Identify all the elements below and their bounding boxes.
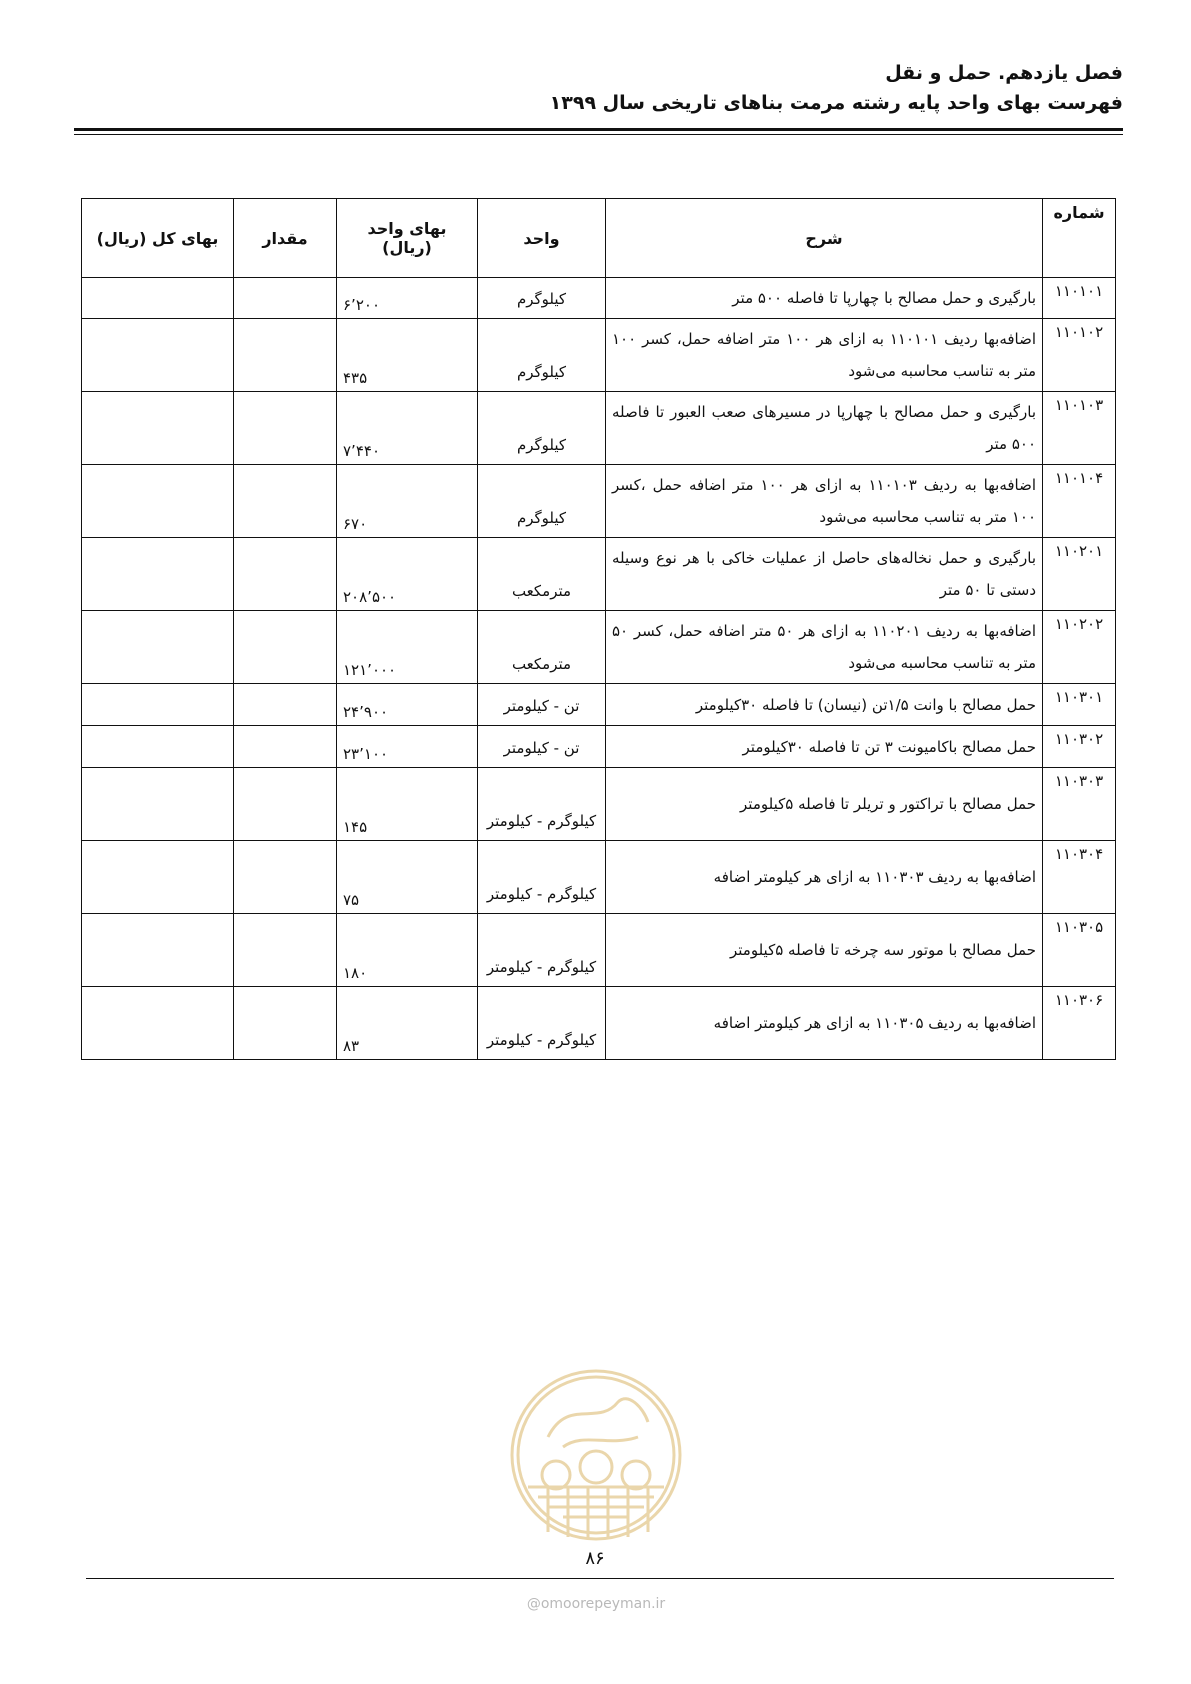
row-code: ۱۱۰۳۰۲ xyxy=(1043,726,1116,768)
row-total xyxy=(82,319,234,392)
row-description: اضافه‌بها ردیف ۱۱۰۱۰۱ به ازای هر ۱۰۰ متر اضافه حمل، کسر ۱۰۰ متر به تناسب محاسبه می‌شود xyxy=(606,319,1043,392)
row-unit: تن - کیلومتر xyxy=(478,726,606,768)
row-description: بارگیری و حمل نخاله‌های حاصل از عملیات خاکی با هر نوع وسیله دستی تا ۵۰ متر xyxy=(606,538,1043,611)
header-description: شرح xyxy=(606,199,1043,278)
table-row xyxy=(82,465,1116,538)
row-description: اضافه‌بها به ردیف ۱۱۰۳۰۵ به ازای هر کیلومتر اضافه xyxy=(606,987,1043,1060)
row-quantity xyxy=(234,538,337,611)
header-unit: واحد xyxy=(478,199,606,278)
row-description: اضافه‌بها به ردیف ۱۱۰۲۰۱ به ازای هر ۵۰ متر اضافه حمل، کسر ۵۰ متر به تناسب محاسبه می‌شود xyxy=(606,611,1043,684)
header-total: بهای کل (ریال) xyxy=(82,199,234,278)
row-quantity xyxy=(234,465,337,538)
row-code: ۱۱۰۱۰۲ xyxy=(1043,319,1116,392)
omoorepeyman-logo-watermark xyxy=(508,1367,684,1543)
row-unit: مترمکعب xyxy=(478,538,606,611)
row-description: حمل مصالح باکامیونت ۳ تن تا فاصله ۳۰کیلومتر xyxy=(606,726,1043,768)
row-unit-price: ۲۰۸٬۵۰۰ xyxy=(337,538,478,611)
row-unit: مترمکعب xyxy=(478,611,606,684)
row-unit-price: ۷٬۴۴۰ xyxy=(337,392,478,465)
price-list-table xyxy=(81,198,1116,1060)
row-total xyxy=(82,768,234,841)
row-total xyxy=(82,278,234,319)
row-unit: کیلوگرم - کیلومتر xyxy=(478,987,606,1060)
footer-rule xyxy=(86,1578,1114,1579)
row-unit-price: ۲۳٬۱۰۰ xyxy=(337,726,478,768)
row-total xyxy=(82,987,234,1060)
row-unit-price: ۱۸۰ xyxy=(337,914,478,987)
row-quantity xyxy=(234,611,337,684)
row-description: حمل مصالح با موتور سه چرخه تا فاصله ۵کیلومتر xyxy=(606,914,1043,987)
header-quantity: مقدار xyxy=(234,199,337,278)
table-row xyxy=(82,538,1116,611)
row-unit-price: ۲۴٬۹۰۰ xyxy=(337,684,478,726)
row-unit-price: ۱۲۱٬۰۰۰ xyxy=(337,611,478,684)
row-quantity xyxy=(234,914,337,987)
row-description: حمل مصالح با وانت ۱/۵تن (نیسان) تا فاصله ۳۰کیلومتر xyxy=(606,684,1043,726)
row-code: ۱۱۰۳۰۱ xyxy=(1043,684,1116,726)
document-subtitle: فهرست بهای واحد پایه رشته مرمت بناهای تاریخی سال ۱۳۹۹ xyxy=(549,92,1123,114)
row-description: حمل مصالح با تراکتور و تریلر تا فاصله ۵کیلومتر xyxy=(606,768,1043,841)
row-code: ۱۱۰۳۰۶ xyxy=(1043,987,1116,1060)
row-unit: کیلوگرم - کیلومتر xyxy=(478,914,606,987)
row-code: ۱۱۰۱۰۱ xyxy=(1043,278,1116,319)
row-unit-price: ۴۳۵ xyxy=(337,319,478,392)
row-quantity xyxy=(234,768,337,841)
header-unit-price: بهای واحد (ریال) xyxy=(337,199,478,278)
page-header xyxy=(68,58,1123,118)
table-row xyxy=(82,392,1116,465)
row-quantity xyxy=(234,319,337,392)
row-code: ۱۱۰۳۰۳ xyxy=(1043,768,1116,841)
row-total xyxy=(82,611,234,684)
header-code: شماره xyxy=(1043,199,1116,278)
row-total xyxy=(82,392,234,465)
row-quantity xyxy=(234,278,337,319)
row-code: ۱۱۰۳۰۵ xyxy=(1043,914,1116,987)
row-total xyxy=(82,914,234,987)
row-code: ۱۱۰۲۰۲ xyxy=(1043,611,1116,684)
row-code: ۱۱۰۱۰۳ xyxy=(1043,392,1116,465)
row-unit-price: ۸۳ xyxy=(337,987,478,1060)
row-unit: کیلوگرم xyxy=(478,392,606,465)
row-total xyxy=(82,465,234,538)
row-unit: کیلوگرم - کیلومتر xyxy=(478,768,606,841)
table-row xyxy=(82,278,1116,319)
row-quantity xyxy=(234,392,337,465)
row-code: ۱۱۰۱۰۴ xyxy=(1043,465,1116,538)
row-quantity xyxy=(234,841,337,914)
row-unit-price: ۱۴۵ xyxy=(337,768,478,841)
row-description: بارگیری و حمل مصالح با چهارپا تا فاصله ۵۰۰ متر xyxy=(606,278,1043,319)
table-row xyxy=(82,914,1116,987)
table-row xyxy=(82,684,1116,726)
header-rule-thin xyxy=(74,134,1123,135)
row-quantity xyxy=(234,726,337,768)
table-row xyxy=(82,768,1116,841)
table-row xyxy=(82,319,1116,392)
chapter-title: فصل یازدهم. حمل و نقل xyxy=(885,62,1123,84)
website-watermark: @omoorepeyman.ir xyxy=(526,1596,666,1612)
row-quantity xyxy=(234,684,337,726)
row-unit: کیلوگرم xyxy=(478,465,606,538)
table-row xyxy=(82,841,1116,914)
row-total xyxy=(82,684,234,726)
row-unit: تن - کیلومتر xyxy=(478,684,606,726)
row-unit-price: ۷۵ xyxy=(337,841,478,914)
row-unit-price: ۶۷۰ xyxy=(337,465,478,538)
table-row xyxy=(82,611,1116,684)
row-description: اضافه‌بها به ردیف ۱۱۰۳۰۳ به ازای هر کیلومتر اضافه xyxy=(606,841,1043,914)
table-header-row xyxy=(82,199,1116,278)
row-description: بارگیری و حمل مصالح با چهارپا در مسیرهای صعب العبور تا فاصله ۵۰۰ متر xyxy=(606,392,1043,465)
row-description: اضافه‌بها به ردیف ۱۱۰۱۰۳ به ازای هر ۱۰۰ متر اضافه حمل ،کسر ۱۰۰ متر به تناسب محاسبه می‌شود xyxy=(606,465,1043,538)
page-number: ۸۶ xyxy=(585,1548,605,1569)
row-unit: کیلوگرم xyxy=(478,319,606,392)
row-unit: کیلوگرم xyxy=(478,278,606,319)
table-row xyxy=(82,726,1116,768)
row-unit-price: ۶٬۲۰۰ xyxy=(337,278,478,319)
row-unit: کیلوگرم - کیلومتر xyxy=(478,841,606,914)
row-total xyxy=(82,841,234,914)
row-code: ۱۱۰۳۰۴ xyxy=(1043,841,1116,914)
row-total xyxy=(82,726,234,768)
row-quantity xyxy=(234,987,337,1060)
row-total xyxy=(82,538,234,611)
table-row xyxy=(82,987,1116,1060)
row-code: ۱۱۰۲۰۱ xyxy=(1043,538,1116,611)
header-rule-thick xyxy=(74,128,1123,131)
